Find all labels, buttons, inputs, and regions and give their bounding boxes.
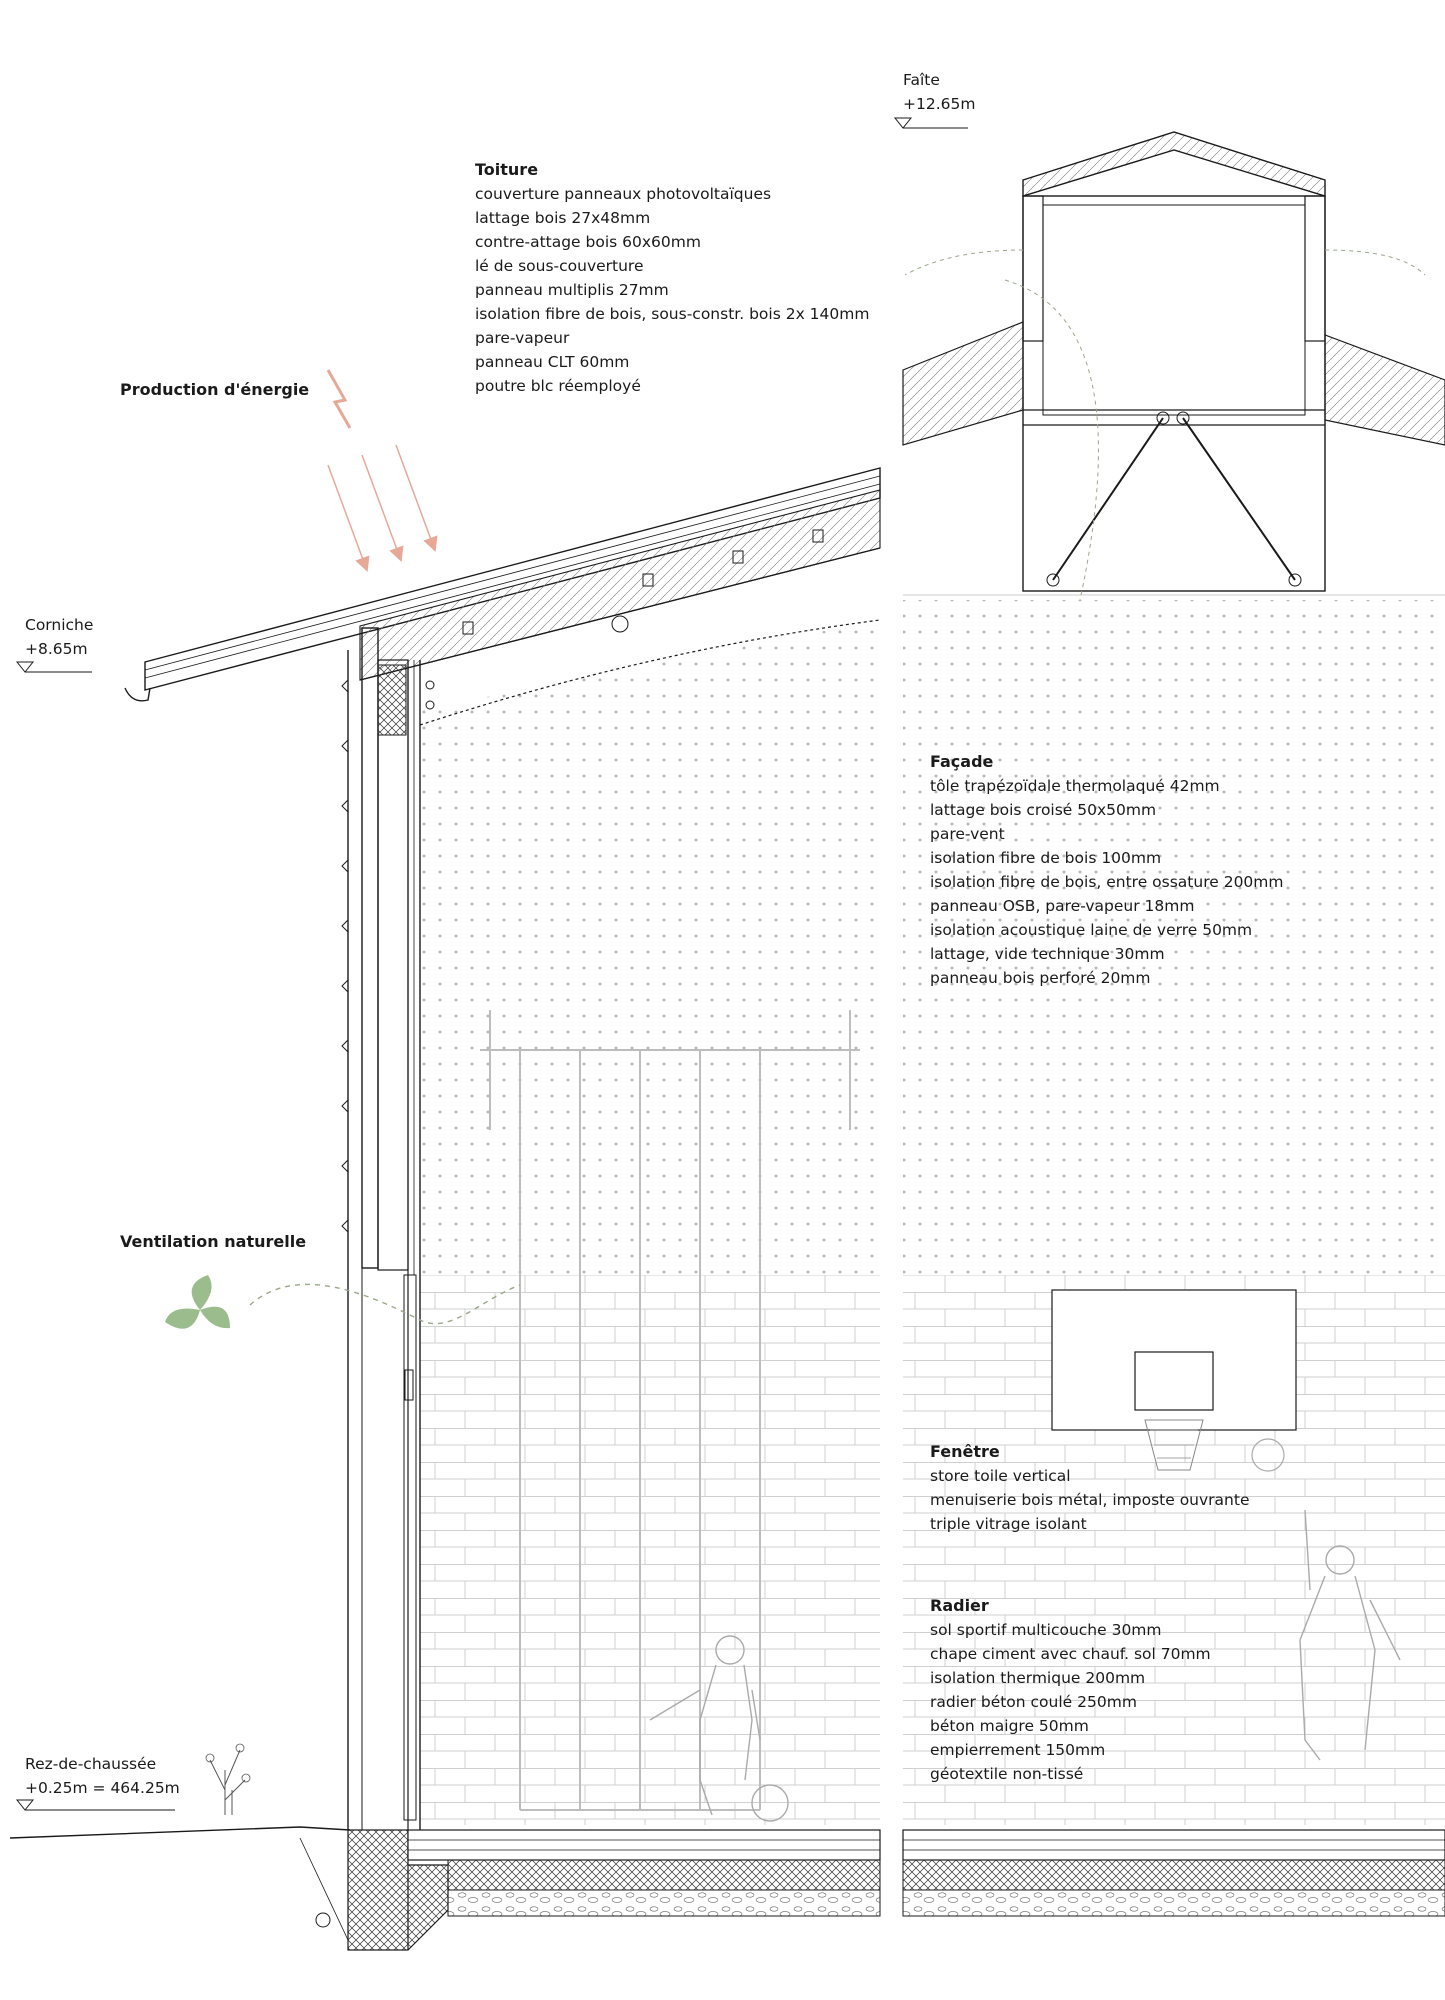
toiture-title: Toiture — [475, 160, 539, 179]
toiture-line: lattage bois 27x48mm — [475, 209, 651, 227]
toiture-line: couverture panneaux photovoltaïques — [475, 185, 772, 203]
level-faite-label: Faîte — [903, 71, 940, 89]
wall-buildup — [342, 628, 420, 1830]
toiture-line: isolation fibre de bois, sous-constr. bois 2x 140mm — [475, 305, 870, 323]
fenetre-line: store toile vertical — [930, 1467, 1071, 1485]
facade-line: tôle trapézoïdale thermolaqué 42mm — [930, 777, 1220, 795]
radier-block — [930, 1594, 1211, 1786]
left-section — [10, 370, 880, 1950]
energy-label: Production d'énergie — [120, 380, 310, 399]
radier-line: sol sportif multicouche 30mm — [930, 1621, 1162, 1639]
facade-line: panneau bois perforé 20mm — [930, 969, 1151, 987]
toiture-line: poutre blc réemployé — [475, 377, 641, 395]
radier-line: géotextile non-tissé — [930, 1765, 1084, 1783]
level-rdc-label: Rez-de-chaussée — [25, 1755, 157, 1773]
level-rdc — [25, 1752, 180, 1800]
facade-line: panneau OSB, pare-vapeur 18mm — [930, 897, 1195, 915]
level-corniche-label: Corniche — [25, 616, 94, 634]
facade-line: isolation fibre de bois, entre ossature 200mm — [930, 873, 1284, 891]
facade-line: lattage, vide technique 30mm — [930, 945, 1165, 963]
radier-line: chape ciment avec chauf. sol 70mm — [930, 1645, 1211, 1663]
fenetre-line: triple vitrage isolant — [930, 1515, 1087, 1533]
lower-wall-bricks — [420, 1275, 880, 1825]
radier-line: empierrement 150mm — [930, 1741, 1106, 1759]
radier-line: radier béton coulé 250mm — [930, 1693, 1137, 1711]
ventilation-label: Ventilation naturelle — [120, 1232, 307, 1251]
toiture-line: contre-attage bois 60x60mm — [475, 233, 701, 251]
level-faite — [903, 68, 975, 116]
toiture-line: panneau multiplis 27mm — [475, 281, 669, 299]
radier-title: Radier — [930, 1596, 989, 1615]
fenetre-line: menuiserie bois métal, imposte ouvrante — [930, 1491, 1250, 1509]
sun-arrows — [328, 370, 433, 565]
level-marker-faite — [895, 118, 968, 128]
level-faite-value: +12.65m — [903, 95, 976, 113]
floor-layers-right — [903, 1830, 1445, 1916]
radier-line: isolation thermique 200mm — [930, 1669, 1146, 1687]
fenetre-block — [930, 1440, 1249, 1536]
level-corniche — [25, 613, 93, 661]
radier-line: béton maigre 50mm — [930, 1717, 1089, 1735]
facade-line: isolation acoustique laine de verre 50mm — [930, 921, 1253, 939]
toiture-line: lé de sous-couverture — [475, 257, 644, 275]
perforated-panel-area — [420, 620, 880, 1275]
toiture-line: panneau CLT 60mm — [475, 353, 630, 371]
facade-line: pare-vent — [930, 825, 1005, 843]
toiture-block — [475, 158, 869, 398]
facade-line: lattage bois croisé 50x50mm — [930, 801, 1157, 819]
facade-title: Façade — [930, 752, 994, 771]
facade-block — [930, 750, 1284, 990]
level-rdc-value: +0.25m = 464.25m — [25, 1779, 180, 1797]
facade-line: isolation fibre de bois 100mm — [930, 849, 1162, 867]
fenetre-title: Fenêtre — [930, 1442, 1000, 1461]
fan-icon — [165, 1275, 230, 1329]
toiture-line: pare-vapeur — [475, 329, 570, 347]
level-corniche-value: +8.65m — [25, 640, 88, 658]
